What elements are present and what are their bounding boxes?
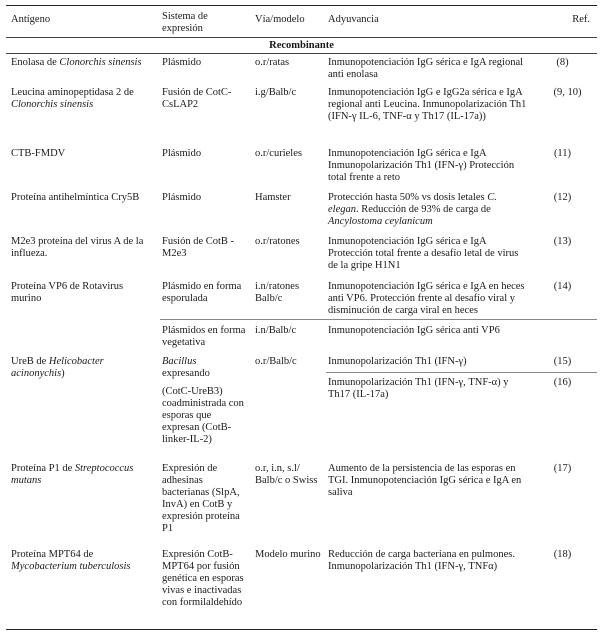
row-8-antigeno: Proteína P1 de Streptococcus mutans: [11, 463, 134, 486]
row-4-ref: (12): [553, 192, 572, 203]
bottom-rule: [6, 629, 597, 630]
row-3-sistema: Plásmido: [162, 148, 202, 159]
row-6-adyuvancia: Inmunopotenciación IgG sérica e IgA en heces anti VP6. Protección frente al desafío viral y disminución de carga viral en heces: [328, 281, 525, 316]
row-4-via: Hamster: [255, 192, 291, 203]
section-title: Recombinante: [269, 40, 334, 51]
row-7-sub-adyuvancia: Inmunopolarización Th1 (IFN-γ, TNF-α) y Th17 (IL-17a): [328, 377, 509, 400]
header-rule: [6, 37, 597, 38]
row-3-ref: (11): [553, 148, 572, 159]
row-6-ref: (14): [553, 281, 572, 292]
header-adyuvancia: Adyuvancia: [328, 14, 379, 25]
row-7-sub-ref: (16): [553, 377, 572, 388]
header-sistema: Sistema de expresión: [162, 11, 208, 34]
row-7-sub-rule: [326, 372, 597, 373]
row-9-sistema: Expresión CotB-MPT64 por fusión genética en esporas vivas e inactivadas con formilaldehído: [162, 549, 244, 608]
row-2-ref: (9, 10): [553, 87, 582, 98]
row-7-ref: (15): [553, 356, 572, 367]
header-via: Vía/modelo: [255, 14, 305, 25]
header-ref: Ref.: [572, 14, 590, 25]
row-4-sistema: Plásmido: [162, 192, 202, 203]
row-9-antigeno: Proteína MPT64 de Mycobacterium tuberculosis: [11, 549, 131, 572]
section-rule: [6, 53, 597, 54]
row-4-adyuvancia: Protección hasta 50% vs dosis letales C. elegan. Reducción de 93% de carga de Ancylostoma ceylanicum: [328, 192, 497, 227]
row-1-sistema: Plásmido: [162, 57, 202, 68]
row-2-antigeno: Leucina aminopeptidasa 2 de Clonorchis sinensis: [11, 87, 134, 110]
row-9-adyuvancia: Reducción de carga bacteriana en pulmones. Inmunopolarización Th1 (IFN-γ, TNFα): [328, 549, 515, 572]
row-5-ref: (13): [553, 236, 572, 247]
row-5-via: o.r/ratones: [255, 236, 300, 247]
row-5-antigeno: M2e3 proteína del virus A de la influeza.: [11, 236, 144, 259]
row-5-sistema: Fusión de CotB - M2e3: [162, 236, 235, 259]
row-7-via: o.r/Balb/c: [255, 356, 297, 367]
row-9-ref: (18): [553, 549, 572, 560]
row-2-via: i.g/Balb/c: [255, 87, 297, 98]
row-2-adyuvancia: Inmunopotenciación IgG e IgG2a sérica e IgA regional anti Leucina. Inmunopolarización Th1 (IFN-γ IL-6, TNF-α y Th17 (IL-17a)): [328, 87, 527, 122]
row-8-adyuvancia: Aumento de la persistencia de las esporas en TGI. Inmunopotenciación IgG sérica e IgA en saliva: [328, 463, 522, 498]
row-6-sub-rule: [160, 319, 597, 320]
row-2-sistema: Fusión de CotC-CsLAP2: [162, 87, 232, 110]
row-6-sub-adyuvancia: Inmunopotenciación IgG sérica anti VP6: [328, 325, 500, 336]
row-1-adyuvancia: Inmunopotenciación IgG sérica e IgA regional anti enolasa: [328, 57, 524, 80]
row-3-antigeno: CTB-FMDV: [11, 148, 66, 159]
row-3-adyuvancia: Inmunopotenciación IgG sérica e IgA Inmunopolarización Th1 (IFN-γ) Protección total frente a reto: [328, 148, 515, 183]
row-1-antigeno: Enolasa de Clonorchis sinensis: [11, 57, 142, 68]
row-7-sistema: Bacillus expresando (CotC-UreB3) coadministrada con esporas que expresan (CotB-linker-IL-2): [162, 356, 244, 445]
header-antigeno: Antígeno: [11, 14, 51, 25]
row-6-sub-sistema: Plásmidos en forma vegetativa: [162, 325, 246, 348]
row-3-via: o.r/curieles: [255, 148, 302, 159]
row-1-via: o.r/ratas: [255, 57, 290, 68]
row-8-via: o.r, i.n, s.l/ Balb/c o Swiss: [255, 463, 318, 486]
row-6-sistema: Plásmido en forma esporulada: [162, 281, 242, 304]
row-7-antigeno: UreB de Helicobacter acinonychis): [11, 356, 104, 379]
row-8-ref: (17): [553, 463, 572, 474]
row-4-antigeno: Proteína antihelmíntica Cry5B: [11, 192, 140, 203]
row-9-via: Modelo murino: [255, 549, 321, 560]
top-rule: [6, 5, 597, 6]
row-5-adyuvancia: Inmunopotenciación IgG sérica e IgA Protección total frente a desafío letal de virus de la gripe H1N1: [328, 236, 519, 271]
row-6-antigeno: Proteína VP6 de Rotavirus murino: [11, 281, 124, 304]
row-1-ref: (8): [556, 57, 569, 68]
row-6-sub-via: i.n/Balb/c: [255, 325, 297, 336]
row-6-via: i.n/ratones Balb/c: [255, 281, 300, 304]
row-8-sistema: Expresión de adhesinas bacterianas (SlpA, InvA) en CotB y expresión proteína P1: [162, 463, 240, 534]
row-7-adyuvancia: Inmunopolarización Th1 (IFN-γ): [328, 356, 467, 367]
